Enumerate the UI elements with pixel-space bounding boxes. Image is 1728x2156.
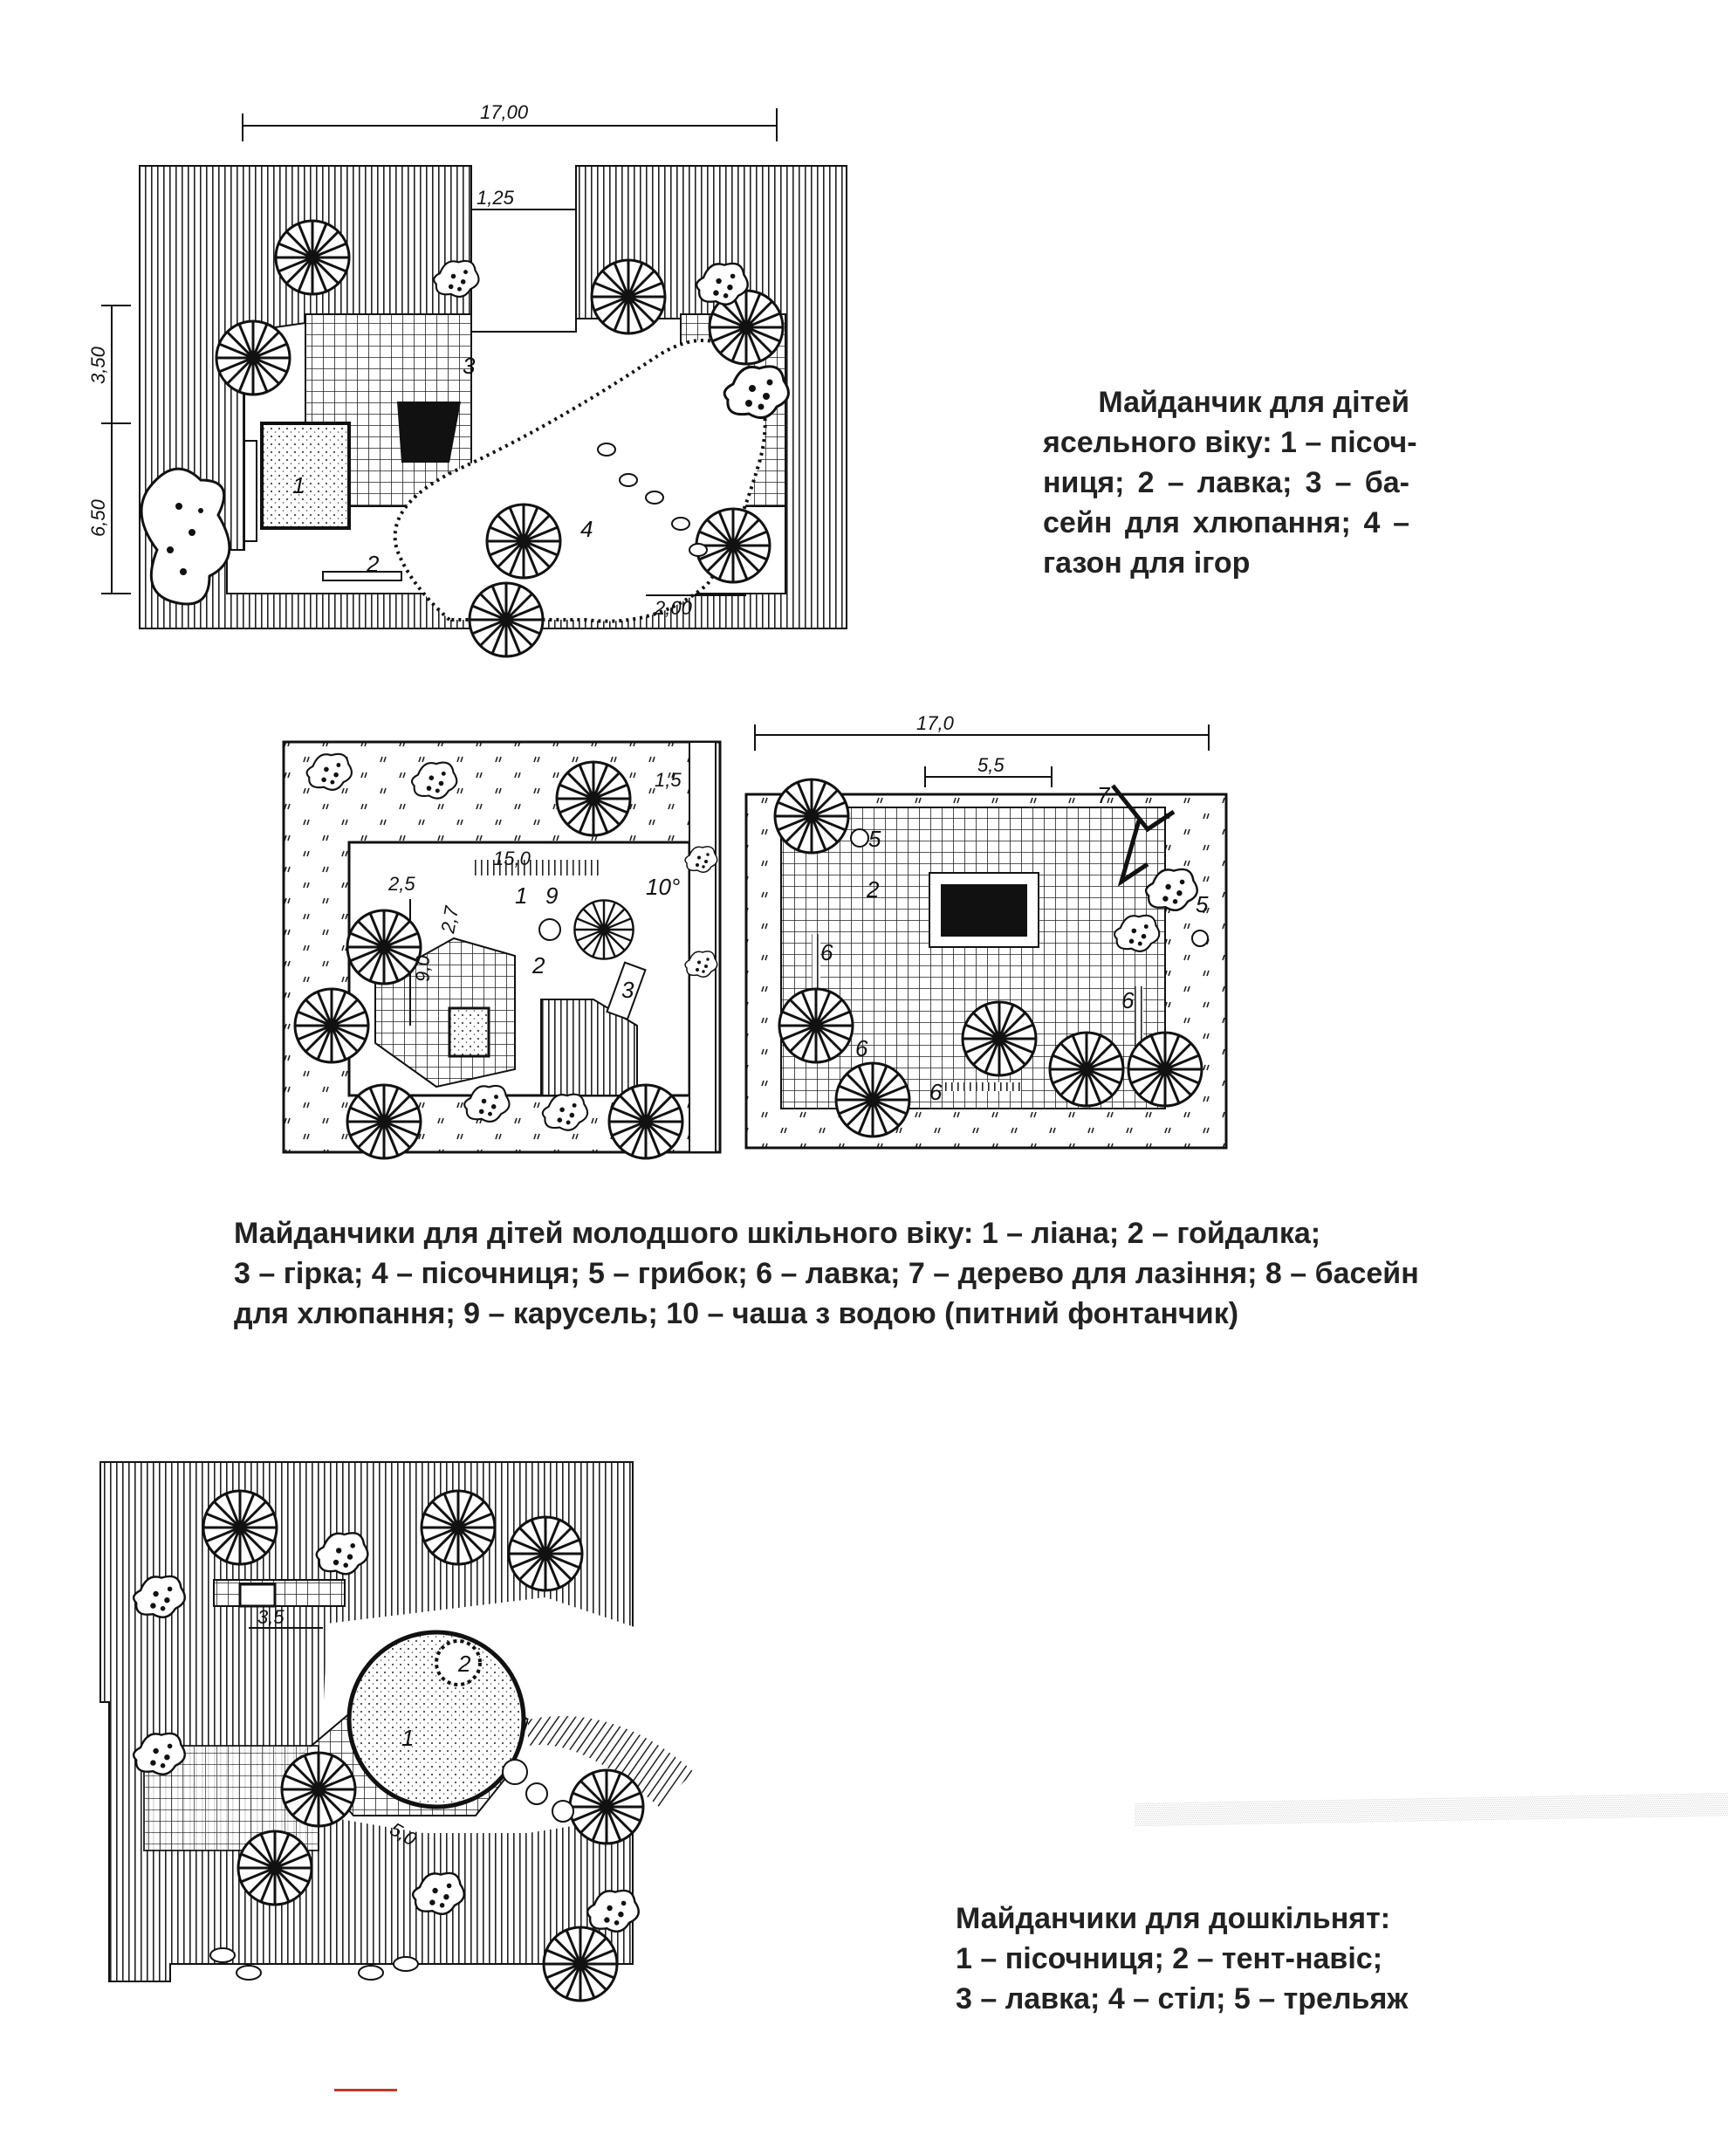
dim-125: 1,25 — [477, 187, 514, 209]
caption-nursery — [1043, 382, 1417, 583]
label-1: 1 — [401, 1725, 415, 1751]
plan-preschool — [92, 1458, 742, 2016]
label-4: 4 — [580, 516, 593, 542]
dim-650: 6,50 — [87, 499, 109, 537]
caption-line: Майданчики для дітей молодшого шкільного віку: 1 – ліана; 2 – гойдалка; — [234, 1217, 1321, 1250]
caption-preschool — [956, 1899, 1427, 2019]
dim-17: 17,00 — [480, 101, 529, 123]
dim-90: 9,0 — [412, 955, 434, 982]
label-10: 10° — [646, 874, 681, 900]
caption-line: Майданчик для дітей — [1098, 386, 1409, 419]
dim-50: 5,0 — [386, 1817, 421, 1850]
label-6: 6 — [820, 939, 833, 965]
dim-35: 3,5 — [257, 1606, 285, 1628]
dim-150: 15,0 — [493, 848, 531, 869]
sandbox — [449, 1008, 489, 1056]
label-2: 2 — [532, 952, 545, 978]
dim-200: 2,00 — [655, 597, 692, 619]
dim-350: 3,50 — [87, 347, 109, 384]
label-9: 9 — [545, 882, 559, 909]
label-1: 1 — [292, 472, 305, 498]
bench — [323, 572, 401, 580]
caption-line: 1 – пісочниця; 2 – тент-навіс; — [956, 1942, 1383, 1975]
dim-15: 1,5 — [655, 769, 682, 791]
caption-line: ниця; 2 – лавка; 3 – ба- — [1043, 466, 1409, 499]
label-6: 6 — [855, 1035, 868, 1061]
caption-school — [234, 1213, 1419, 1334]
caption-line: для хлюпання; 9 – карусель; 10 – чаша з водою (питний фонтанчик) — [234, 1297, 1239, 1330]
plan-nursery — [87, 96, 881, 672]
dimension-inner — [925, 754, 1052, 787]
dim-27: 2,7 — [436, 904, 463, 935]
label-4: 4 — [251, 1582, 264, 1608]
label-1: 1 — [515, 882, 528, 909]
caption-line: ясельного віку: 1 – пісоч- — [1043, 426, 1417, 459]
caption-line: 3 – гірка; 4 – пісочниця; 5 – грибок; 6 – лавка; 7 – дерево для лазіння; 8 – басейн — [234, 1257, 1419, 1290]
label-6: 6 — [1121, 987, 1135, 1013]
label-6: 6 — [929, 1079, 943, 1105]
label-5: 5 — [868, 826, 881, 852]
caption-line: сейн для хлюпання; 4 – — [1043, 506, 1409, 539]
label-2: 2 — [867, 876, 880, 903]
dimension-gap — [471, 187, 576, 209]
label-3: 3 — [621, 977, 634, 1003]
label-2: 2 — [367, 551, 380, 577]
sandbox — [262, 423, 349, 528]
label-7: 7 — [1097, 782, 1110, 808]
dim-170: 17,0 — [916, 712, 954, 734]
label-2: 2 — [458, 1651, 471, 1677]
dimension-side — [87, 306, 131, 594]
dimension-width — [755, 712, 1209, 751]
dimension-width — [243, 101, 777, 141]
red-underline — [334, 2089, 397, 2091]
dim-55: 5,5 — [977, 754, 1005, 776]
caption-line: 3 – лавка; 4 – стіл; 5 – трельяж — [956, 1982, 1409, 2015]
caption-line: Майданчики для дошкільнят: — [956, 1902, 1391, 1935]
plan-school-b — [737, 712, 1261, 1161]
dim-25: 2,5 — [388, 873, 415, 895]
label-3: 3 — [463, 353, 476, 379]
plan-school-a — [279, 738, 724, 1157]
caption-line: газон для ігор — [1043, 546, 1251, 580]
label-5: 5 — [1196, 891, 1209, 917]
